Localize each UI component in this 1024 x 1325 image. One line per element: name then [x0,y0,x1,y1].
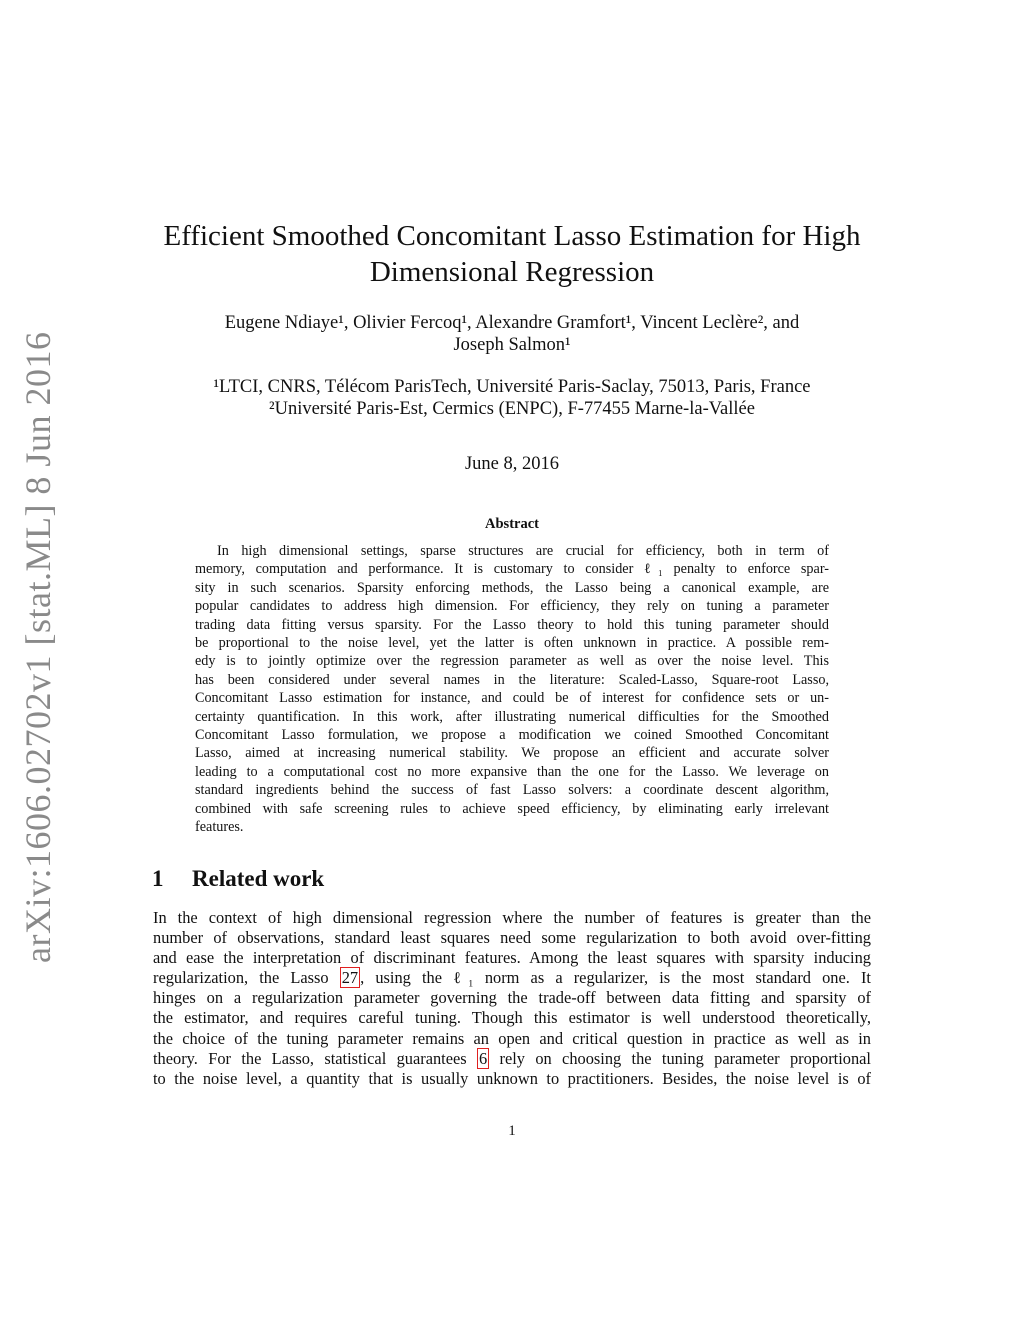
section-body-text [153,908,871,1089]
body-line: hinges on a regularization parameter governing the trade-off between data fitting and sparsity of [153,988,871,1008]
body-line-segment: rely on choosing the tuning parameter proportional [489,1048,871,1068]
abstract-heading: Abstract [485,516,539,532]
abstract-line: trading data fitting versus sparsity. For the Lasso theory to hold this tuning parameter should [195,616,829,633]
paper-title [150,218,874,290]
section-number: 1 [152,866,164,891]
body-line-with-citation [153,968,871,988]
abstract-text [195,542,829,837]
body-line-with-citation [153,1049,871,1069]
body-line: In the context of high dimensional regression where the number of features is greater than the [153,908,871,927]
arxiv-identifier-stamp: arXiv:1606.02702v1 [stat.ML] 8 Jun 2016 [18,331,58,963]
abstract-line: features. [195,819,244,836]
citation-link-27[interactable]: 27 [341,968,359,988]
abstract-line: sity in such scenarios. Sparsity enforcing methods, the Lasso being a canonical example, are [195,579,829,596]
abstract-line: popular candidates to address high dimension. For efficiency, they rely on tuning a parameter [195,598,829,615]
body-line: and ease the interpretation of discriminant features. Among the least squares with sparsity inducing [153,948,871,968]
abstract-line: Lasso, aimed at increasing numerical stability. We propose an efficient and accurate solver [195,745,829,762]
publication-date: June 8, 2016 [464,454,560,474]
abstract-line: Concomitant Lasso estimation for instance, and could be of interest for confidence sets or un- [195,690,829,707]
body-line-segment: theory. For the Lasso, statistical guarantees [153,1048,477,1068]
title-line: Efficient Smoothed Concomitant Lasso Estimation for High [163,220,861,252]
body-line: the choice of the tuning parameter remains an open and critical question in practice as well as in [153,1028,871,1048]
section-title: Related work [192,866,325,891]
abstract-line: combined with safe screening rules to achieve speed efficiency, by eliminating early irrelevant [195,800,829,817]
abstract-line: leading to a computational cost no more expansive than the one for the Lasso. We leverage on [195,763,829,780]
abstract-line: In high dimensional settings, sparse structures are crucial for efficiency, both in term of [217,543,829,559]
abstract-line: certainty quantification. In this work, after illustrating numerical difficulties for the Smoothed [195,708,829,725]
body-line: to the noise level, a quantity that is usually unknown to practitioners. Besides, the noise level is of [153,1068,871,1088]
citation-link-6[interactable]: 6 [478,1048,488,1068]
body-line-segment: , using the ℓ₁ norm as a regularizer, is the most standard one. It [360,968,871,988]
abstract-line: has been considered under several names in the literature: Scaled-Lasso, Square-root Lasso, [195,671,829,688]
abstract-line: edy is to jointly optimize over the regression parameter as well as over the noise level. This [195,653,829,670]
affiliations [150,376,874,420]
abstract-line: memory, computation and performance. It is customary to consider ℓ₁ penalty to enforce spar- [195,561,829,578]
affiliation-line: ¹LTCI, CNRS, Télécom ParisTech, Université Paris-Saclay, 75013, Paris, France [213,377,811,397]
body-line: the estimator, and requires careful tuning. Though this estimator is well understood theoretically, [153,1008,871,1028]
abstract-line: standard ingredients behind the success of fast Lasso solvers: a coordinate descent algorithm, [195,782,829,799]
author-list [150,312,874,356]
abstract-line: Concomitant Lasso formulation, we propose a modification we coined Smoothed Concomitant [195,727,829,744]
page-number: 1 [508,1123,516,1139]
authors-line: Joseph Salmon¹ [453,335,571,355]
body-line-segment: regularization, the Lasso [153,968,340,988]
abstract-line: be proportional to the noise level, yet the latter is often unknown in practice. A possible rem- [195,635,829,652]
title-line: Dimensional Regression [369,256,655,288]
body-line: number of observations, standard least squares need some regularization to both avoid over-fitting [153,928,871,948]
section-heading [152,866,324,892]
affiliation-line: ²Université Paris-Est, Cermics (ENPC), F-77455 Marne-la-Vallée [269,399,755,419]
authors-line: Eugene Ndiaye¹, Olivier Fercoq¹, Alexandre Gramfort¹, Vincent Leclère², and [224,313,800,333]
